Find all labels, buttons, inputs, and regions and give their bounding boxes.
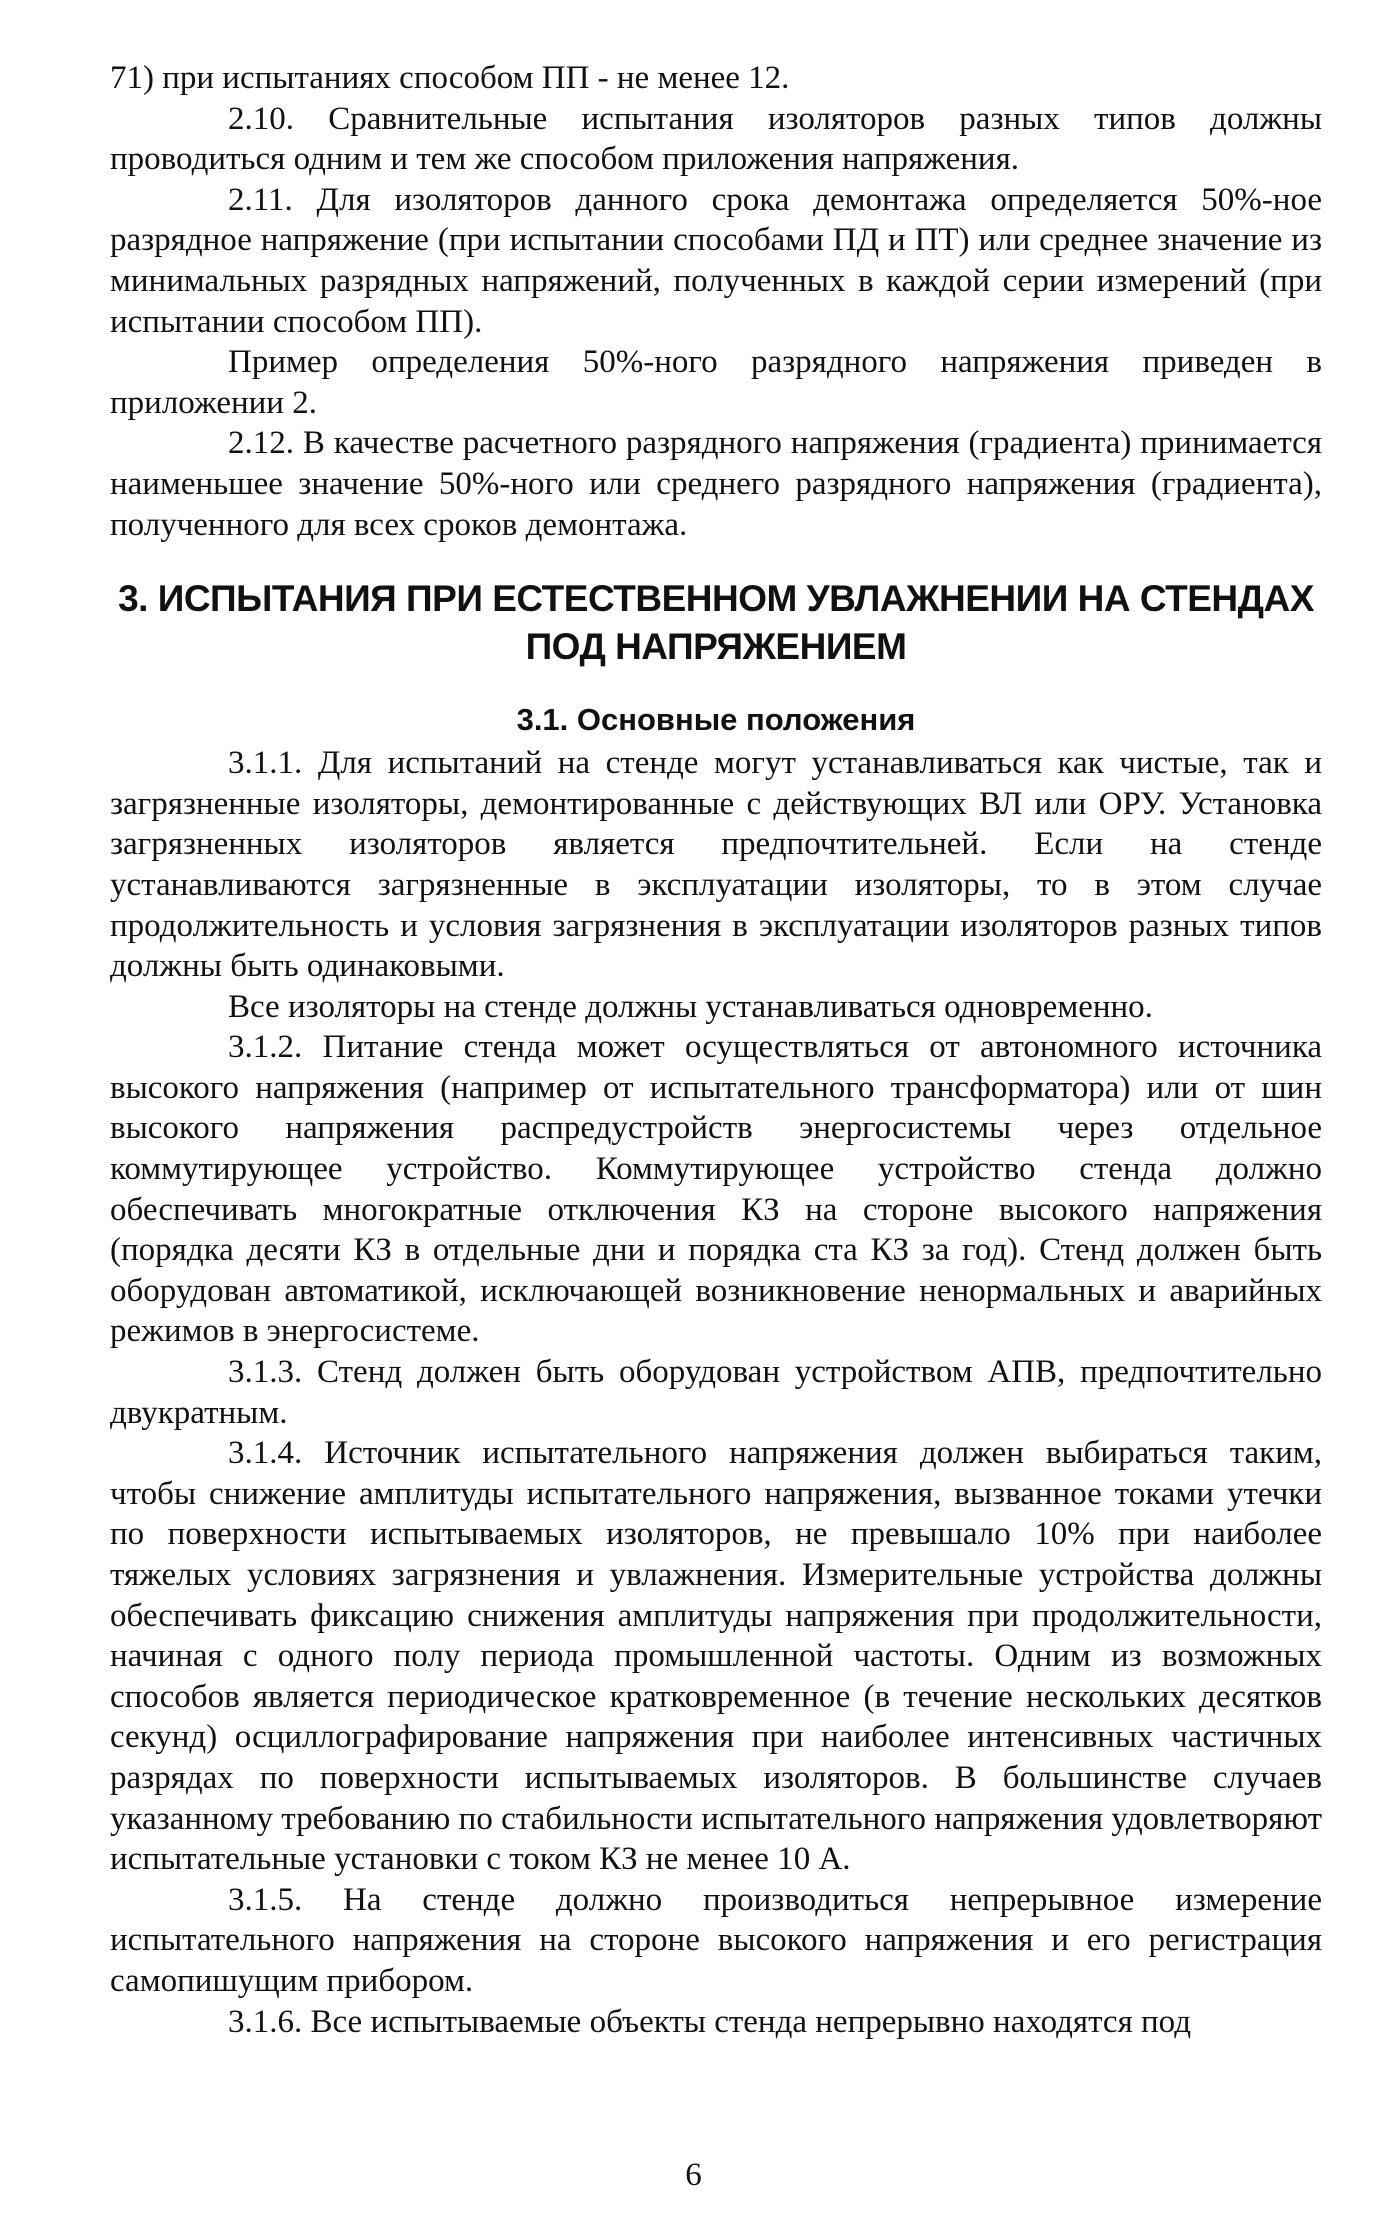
subsection-heading: 3.1. Основные положения xyxy=(516,702,916,738)
paragraph-all-insulators: Все изоляторы на стенде должны устанавливаться одновременно. xyxy=(228,988,1153,1025)
paragraph-71: 71) при испытаниях способом ПП - не менее 12. xyxy=(110,60,790,96)
paragraph-3-1-5: 3.1.5. На стенде должно производиться непрерывное измерение испытательного напряжения на стороне высокого напряжения и его регистрация самопишущим прибором. xyxy=(110,1881,1322,1999)
section-heading xyxy=(110,575,1322,671)
paragraph-3-1-4: 3.1.4. Источник испытательного напряжения должен выбираться таким, чтобы снижение амплитуды испытательного напряжения, вызванное токами утечки по поверхности испытываемых изоляторов, не превышало 10% при наиболее тяжелых условиях загрязнения и увлажнения. Измерительные устройства должны обеспечивать фиксацию снижения амплитуды напряжения при продолжительности, начиная с одного полу периода промышленной частоты. Одним из возможных способов является периодическое кратковременное (в течение нескольких десятков секунд) осциллографирование напряжения при наиболее интенсивных частичных разрядах по поверхности испытываемых изоляторов. В большинстве случаев указанному требованию по стабильности испытательного напряжения удовлетворяют испытательные установки с током КЗ не менее 10 А. xyxy=(110,1435,1322,1878)
section-heading-line2: ПОД НАПРЯЖЕНИЕМ xyxy=(525,626,907,668)
section-heading-line1: 3. ИСПЫТАНИЯ ПРИ ЕСТЕСТВЕННОМ УВЛАЖНЕНИИ НА СТЕНДАХ xyxy=(118,578,1314,620)
page-number: 6 xyxy=(685,2157,702,2193)
paragraph-2-11: 2.11. Для изоляторов данного срока демонтажа определяется 50%-ное разрядное напряжение (при испытании способами ПД и ПТ) или среднее значение из минимальных разрядных напряжений, полученных в каждой серии измерений (при испытании способом ПП). xyxy=(110,181,1322,340)
paragraph-2-12: 2.12. В качестве расчетного разрядного напряжения (градиента) принимается наименьшее значение 50%-ного или среднего разрядного напряжения (градиента), полученного для всех сроков демонтажа. xyxy=(110,425,1322,543)
paragraph-example: Пример определения 50%-ного разрядного напряжения приведен в приложении 2. xyxy=(110,344,1322,421)
paragraph-3-1-1: 3.1.1. Для испытаний на стенде могут устанавливаться как чистые, так и загрязненные изоляторы, демонтированные с действующих ВЛ или ОРУ. Установка загрязненных изоляторов является предпочтительней. Если на стенде устанавливаются загрязненные в эксплуатации изоляторы, то в этом случае продолжительность и условия загрязнения в эксплуатации изоляторов разных типов должны быть одинаковыми. xyxy=(110,745,1322,985)
paragraph-3-1-2: 3.1.2. Питание стенда может осуществляться от автономного источника высокого напряжения (например от испытательного трансформатора) или от шин высокого напряжения распредустройств энергосистемы через отдельное коммутирующее устройство. Коммутирующее устройство стенда должно обеспечивать многократные отключения КЗ на стороне высокого напряжения (порядка десяти КЗ в отдельные дни и порядка ста КЗ за год). Стенд должен быть оборудован автоматикой, исключающей возникновение ненормальных и аварийных режимов в энергосистеме. xyxy=(110,1029,1322,1350)
page-body xyxy=(110,58,1322,2042)
paragraph-3-1-6: 3.1.6. Все испытываемые объекты стенда непрерывно находятся под xyxy=(228,2003,1192,2040)
paragraph-3-1-3: 3.1.3. Стенд должен быть оборудован устройством АПВ, предпочтительно двукратным. xyxy=(110,1354,1322,1431)
paragraph-2-10: 2.10. Сравнительные испытания изоляторов разных типов должны проводиться одним и тем же способом приложения напряжения. xyxy=(110,100,1322,178)
